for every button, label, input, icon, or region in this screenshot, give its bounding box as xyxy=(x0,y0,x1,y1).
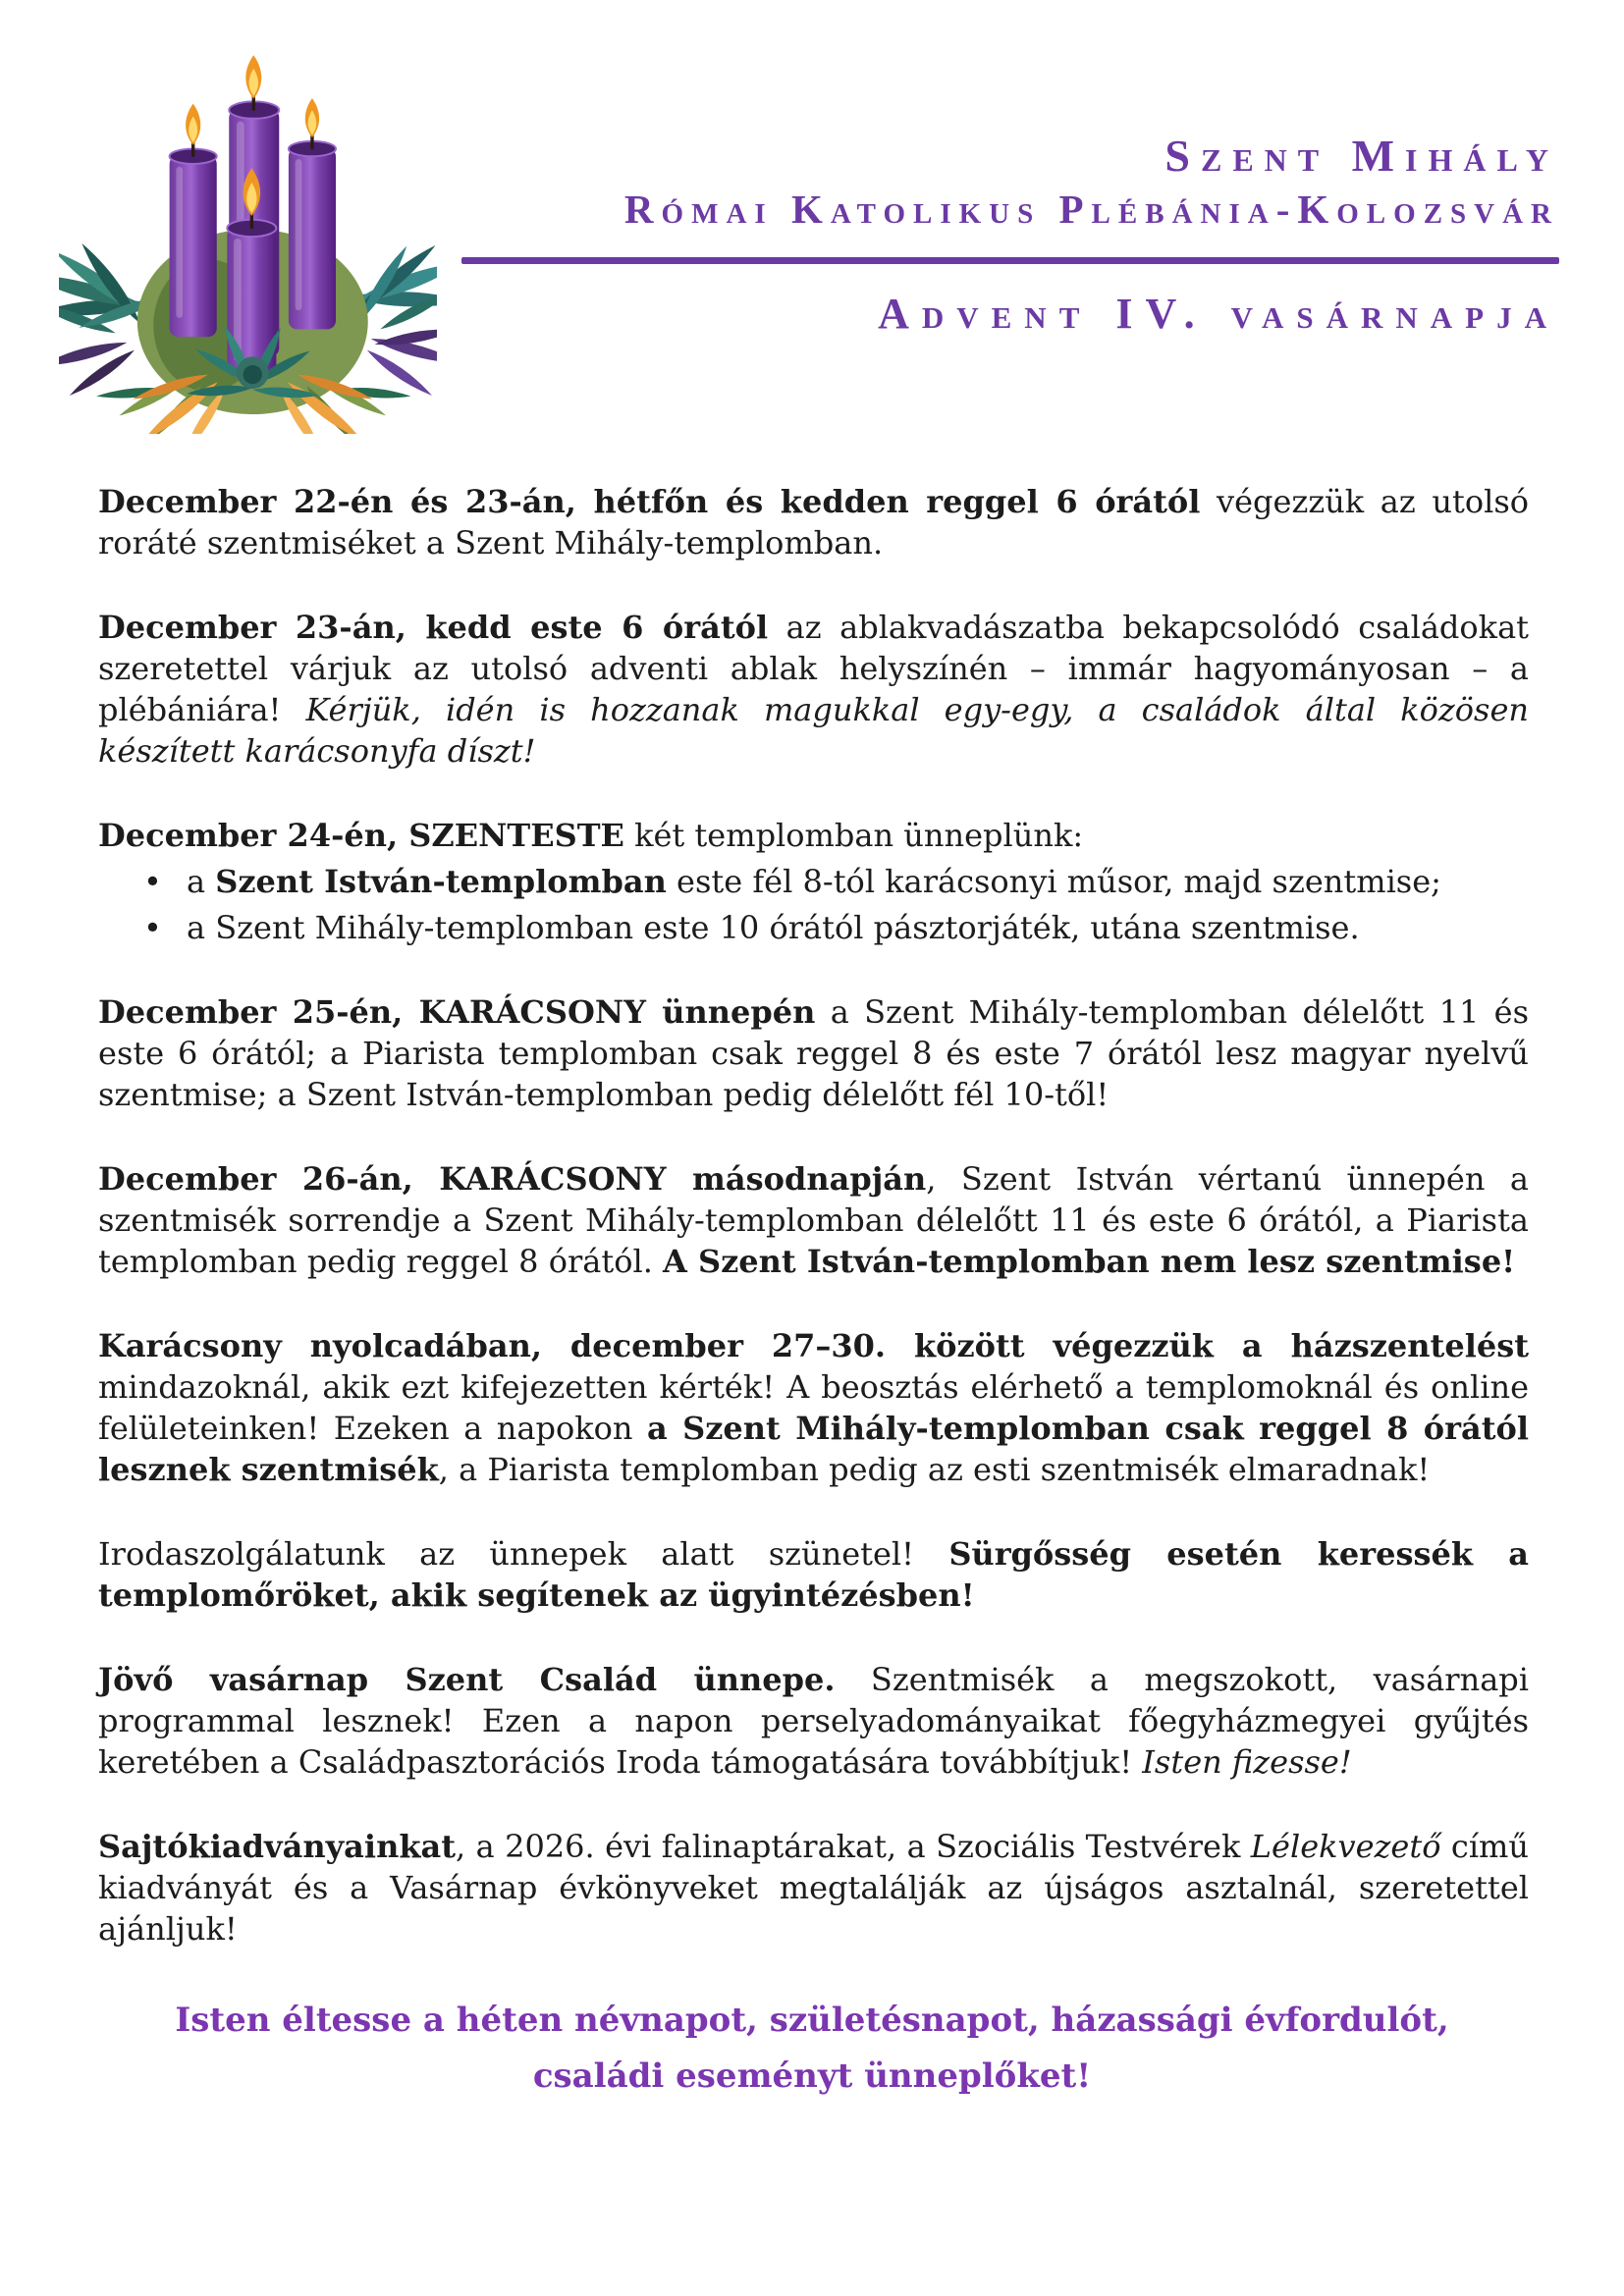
paragraph xyxy=(98,991,1529,1115)
header-divider xyxy=(461,257,1559,264)
text-run: az ablakvadászatba bekapcsolódó családokat szeretettel várjuk az utolsó adventi ablak helyszínén – immár hagyományosan – a plébániára! xyxy=(98,609,1530,728)
paragraph xyxy=(98,1659,1529,1783)
paragraph xyxy=(98,815,1529,856)
text-run: Kérjük, idén is hozzanak magukkal egy-egy, a családok által közösen készített karácsonyfa díszt! xyxy=(98,691,1530,770)
text-run: Irodaszolgálatunk az ünnepek alatt szünetel! xyxy=(98,1535,949,1573)
text-run: , Szent István vértanú ünnepén a szentmisék sorrendje a Szent Mihály-templomban délelőtt 11 és este 6 órától, a Piarista templomban pedig reggel 8 órától. xyxy=(98,1160,1529,1280)
paragraph xyxy=(98,1325,1529,1490)
paragraph xyxy=(98,1826,1529,1949)
text-run: Szent István-templomban xyxy=(215,863,667,900)
masthead xyxy=(412,130,1559,339)
org-name-line1: Szent Mihály xyxy=(1164,131,1559,181)
org-name-line2: Római Katolikus Plébánia-Kolozsvár xyxy=(623,187,1559,232)
text-run: Sajtókiadványainkat xyxy=(98,1828,457,1865)
bullet-list xyxy=(98,861,1529,948)
text-run: mindazoknál, akik ezt kifejezetten kérték! A beosztás elérhető a templomoknál és online felületeinken! Ezeken a napokon xyxy=(98,1368,1529,1447)
text-run: a Szent Mihály-templomban csak reggel 8 órától lesznek szentmisék xyxy=(98,1410,1530,1488)
text-run: este fél 8-tól karácsonyi műsor, majd szentmise; xyxy=(666,863,1441,900)
paragraph xyxy=(98,481,1529,563)
paragraph xyxy=(98,607,1529,772)
text-run: a xyxy=(187,863,216,900)
text-run: Jövő vasárnap Szent Család ünnepe. xyxy=(98,1661,836,1698)
bullet-item xyxy=(98,907,1529,948)
footer-line: családi eseményt ünneplőket! xyxy=(532,2056,1092,2096)
footer-line: Isten éltesse a héten névnapot, születésnapot, házassági évfordulót, xyxy=(175,2001,1449,2040)
text-run: a Szent Mihály-templomban délelőtt 11 és este 6 órától; a Piarista templomban csak reggel 8 és este 7 órától lesz magyar nyelvű szentmise; a Szent István-templomban pedig délelőtt fél 10-től! xyxy=(98,993,1530,1113)
text-run: December 25-én, KARÁCSONY ünnepén xyxy=(98,993,816,1031)
text-run: A Szent István-templomban nem lesz szentmise! xyxy=(663,1243,1516,1280)
text-run: December 22-én és 23-án, hétfőn és kedden reggel 6 órától xyxy=(98,483,1201,520)
paragraph xyxy=(98,1533,1529,1616)
text-run: című kiadványát és a Vasárnap évkönyveket megtalálják az újságos asztalnál, szeretettel ajánljuk! xyxy=(98,1828,1530,1948)
text-run: Szentmisék a megszokott, vasárnapi programmal lesznek! Ezen a napon perselyadományaikat főegyházmegyei gyűjtés keretében a Családpasztorációs Iroda támogatására továbbítjuk! xyxy=(98,1661,1529,1781)
text-run: Lélekvezető xyxy=(1250,1828,1441,1865)
announcement-body xyxy=(0,447,1624,1949)
text-run: December 26-án, KARÁCSONY másodnapján xyxy=(98,1160,927,1198)
paragraph xyxy=(98,1158,1529,1282)
footer-greeting xyxy=(0,1993,1624,2105)
text-run: két templomban ünneplünk: xyxy=(623,817,1084,854)
text-run: végezzük az utolsó roráté szentmiséket a Szent Mihály-templomban. xyxy=(98,483,1530,561)
text-run: Karácsony nyolcadában, december 27–30. között végezzük a házszentelést xyxy=(98,1327,1529,1364)
text-run: , a 2026. évi falinaptárakat, a Szociális Testvérek xyxy=(456,1828,1251,1865)
bulletin-header xyxy=(0,0,1624,447)
text-run: Isten fizesse! xyxy=(1142,1743,1352,1781)
bullet-item xyxy=(98,861,1529,902)
bulletin-edition-title: Advent IV. vasárnapja xyxy=(878,290,1559,338)
text-run: , a Piarista templomban pedig az esti szentmisék elmaradnak! xyxy=(438,1451,1431,1488)
text-run: December 24-én, SZENTESTE xyxy=(98,817,624,854)
text-run: December 23-án, kedd este 6 órától xyxy=(98,609,769,646)
text-run: Sürgősség esetén keressék a templomőröket, akik segítenek az ügyintézésben! xyxy=(98,1535,1530,1614)
advent-wreath-icon xyxy=(59,43,437,434)
text-run: a Szent Mihály-templomban este 10 órától pásztorjáték, utána szentmise. xyxy=(187,909,1360,946)
